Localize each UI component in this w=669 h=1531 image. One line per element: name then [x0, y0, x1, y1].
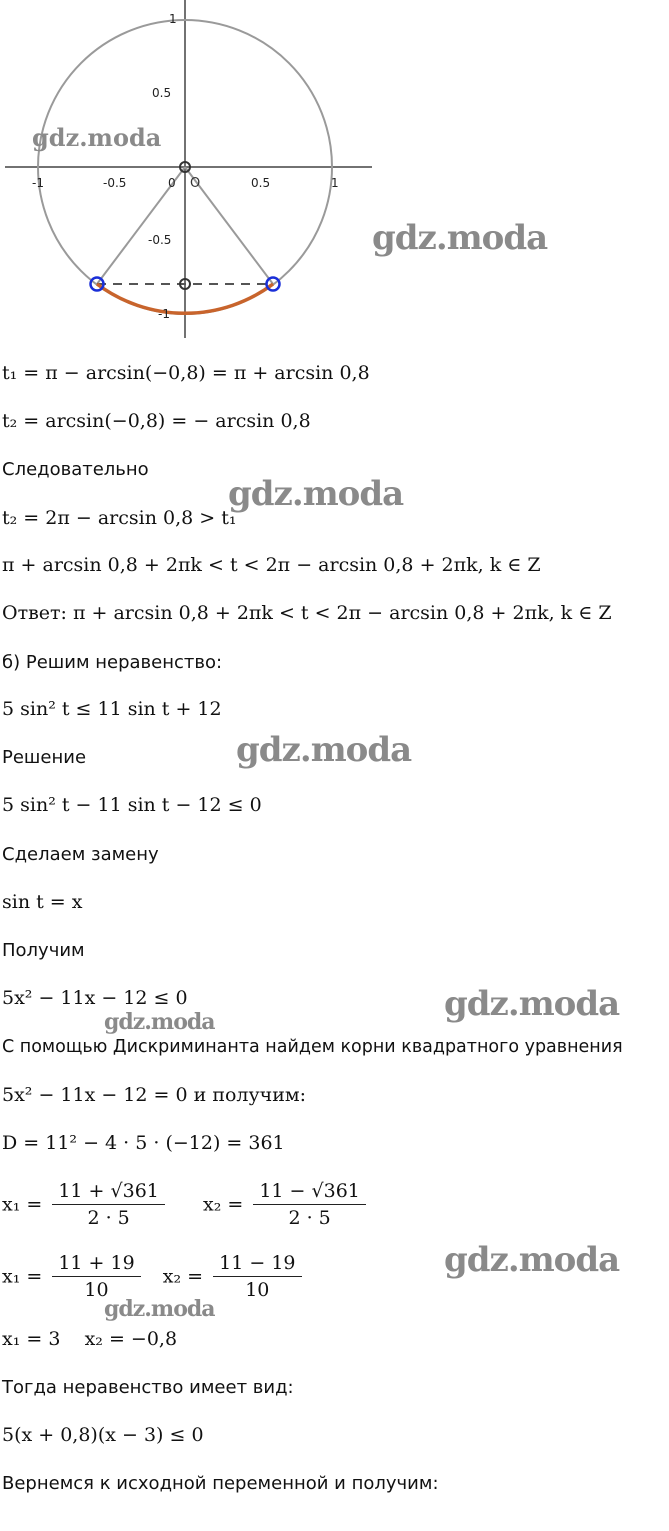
tick-x-1: 1 [331, 176, 339, 190]
tick-x-neg05: -0.5 [103, 176, 127, 190]
x1-label: x₁ = [2, 1193, 43, 1216]
text-therefore: Следовательно [2, 459, 149, 480]
x2-label: x₂ = [162, 1265, 204, 1288]
fraction-x2 [253, 1180, 366, 1229]
roots-formula-row [2, 1180, 370, 1229]
watermark: gdz.moda [444, 1240, 620, 1280]
substitution: sin t = x [2, 891, 83, 913]
text-return-variable: Вернемся к исходной переменной и получим: [2, 1473, 439, 1494]
denominator: 10 [84, 1279, 109, 1301]
denominator: 10 [245, 1279, 270, 1301]
text-solution: Решение [2, 747, 87, 768]
equation-t2: t₂ = arcsin(−0,8) = − arcsin 0,8 [2, 410, 311, 432]
quadratic-inequality: 5x² − 11x − 12 ≤ 0 [2, 987, 188, 1009]
watermark: gdz.moda [372, 218, 548, 258]
x1-label: x₁ = [2, 1265, 43, 1288]
equation-t2-shift: t₂ = 2π − arcsin 0,8 > t₁ [2, 507, 237, 529]
watermark: gdz.moda [104, 1296, 215, 1322]
watermark: gdz.moda [444, 984, 620, 1024]
watermark: gdz.moda [104, 1009, 215, 1035]
factored-inequality: 5(x + 0,8)(x − 3) ≤ 0 [2, 1424, 204, 1446]
text-substitution: Сделаем замену [2, 844, 159, 865]
origin-label: O [190, 176, 201, 191]
inequality-interval: π + arcsin 0,8 + 2πk < t < 2π − arcsin 0,8 + 2πk, k ∈ Z [2, 554, 541, 576]
text-get: Получим [2, 940, 85, 961]
inequality-b: 5 sin² t ≤ 11 sin t + 12 [2, 698, 222, 720]
unit-circle-figure [0, 0, 372, 340]
text-inequality-form: Тогда неравенство имеет вид: [2, 1377, 294, 1398]
tick-x-neg1: -1 [32, 176, 44, 190]
denominator: 2 · 5 [87, 1207, 130, 1229]
numerator: 11 − 19 [213, 1252, 301, 1277]
numerator: 11 + 19 [52, 1252, 140, 1277]
watermark: gdz.moda [236, 730, 412, 770]
tick-y-neg1: -1 [158, 307, 170, 321]
text-discriminant: С помощью Дискриминанта найдем корни квадратного уравнения [2, 1037, 623, 1057]
part-b-heading: б) Решим неравенство: [2, 652, 223, 673]
tick-y-05: 0.5 [152, 86, 172, 100]
x2-label: x₂ = [203, 1193, 244, 1216]
tick-y-neg05: -0.5 [148, 233, 172, 247]
watermark: gdz.moda [228, 474, 404, 514]
tick-x-0: 0 [168, 176, 176, 190]
numerator: 11 + √361 [52, 1180, 165, 1205]
discriminant-value: D = 11² − 4 · 5 · (−12) = 361 [2, 1132, 285, 1154]
inequality-b-moved: 5 sin² t − 11 sin t − 12 ≤ 0 [2, 794, 262, 816]
equation-t1: t₁ = π − arcsin(−0,8) = π + arcsin 0,8 [2, 362, 370, 384]
figure-watermark: gdz.moda [32, 123, 162, 152]
tick-x-05: 0.5 [251, 176, 271, 190]
fraction-x1 [52, 1180, 165, 1229]
tick-y-1: 1 [169, 12, 177, 26]
roots-simplified-row [2, 1252, 306, 1301]
answer-a: Ответ: π + arcsin 0,8 + 2πk < t < 2π − arcsin 0,8 + 2πk, k ∈ Z [2, 602, 612, 624]
numerator: 11 − √361 [253, 1180, 366, 1205]
roots-values: x₁ = 3 x₂ = −0,8 [2, 1328, 178, 1350]
quadratic-equation: 5x² − 11x − 12 = 0 и получим: [2, 1084, 307, 1106]
fraction-x2 [213, 1252, 301, 1301]
denominator: 2 · 5 [288, 1207, 331, 1229]
fraction-x1 [52, 1252, 140, 1301]
